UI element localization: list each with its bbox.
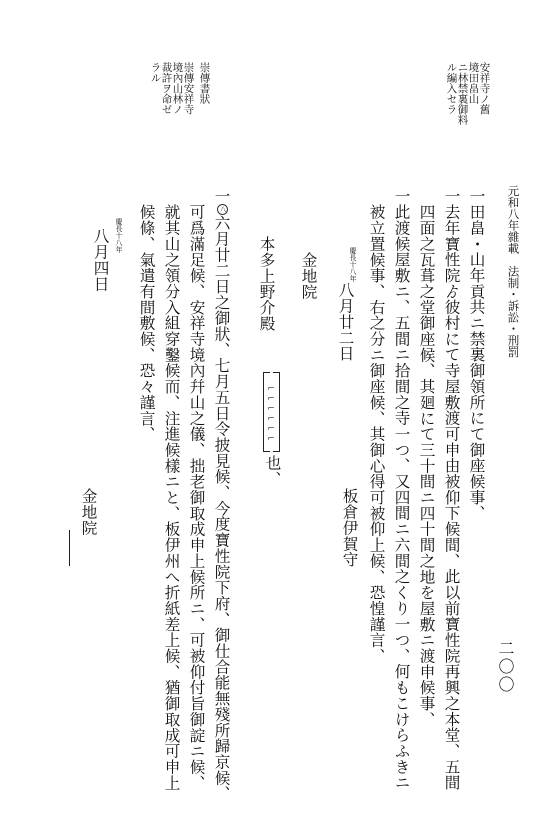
doc1-recipient1: 金地院 (299, 252, 318, 300)
doc2-number-circle: 八 (217, 204, 228, 215)
doc1-date: 八月廿二日 (336, 282, 355, 362)
marginal-note-line: ラル (149, 62, 162, 83)
marginal-note-line: 崇傳安祥寺 (182, 62, 195, 115)
doc2-line4: 候條、氣遣有間敷候、恐々謹言、 (137, 204, 156, 442)
marginal-note-2: 崇傳書狀 (198, 62, 211, 104)
doc2-line3: 就其山之領分入組穿鑿候而、注進候樣ニと、板伊州へ折紙差上候、猶御取成可申上 (162, 204, 181, 791)
page-number: 二〇〇 (496, 640, 515, 694)
marginal-note-line: ル編入セラ (445, 62, 458, 115)
doc1-date-note: 慶長十八年 (349, 247, 357, 282)
running-title: 元和八年雜載 法制・訴訟・刑罰 (506, 185, 521, 358)
doc1-item3-line1: 一此渡候屋敷ニ、五間ニ拾間之寺一つ、又四間ニ六間之くり一つ、何もこけらふきニ (392, 188, 411, 791)
marginal-note-line: 安祥寺ノ舊 (478, 62, 491, 115)
marginal-note-line: 境內山林ノ (171, 62, 184, 115)
doc1-item3-line2: 被立置候事、右之分ニ御座候、其御心得可被仰上候、恐惶謹言、 (367, 204, 386, 664)
lacuna-dots: ⌐⌐⌐⌐⌐⌐ (266, 384, 276, 444)
doc1-item2-line2: 四面之瓦葺之堂御座候、其廻にて三十間ニ四十間之地を屋敷ニ渡申候事、 (417, 204, 436, 728)
marginal-note-line: 裁許ヲ命ゼ (160, 62, 173, 115)
doc2-date: 八月四日 (91, 228, 110, 292)
doc2-sender: 金地院 (79, 488, 98, 536)
doc1-lacuna-suffix: 也、 (263, 455, 282, 487)
doc1-sender: 板倉伊賀守 (340, 488, 359, 568)
doc1-item2-line1: 一去年寶性院ゟ彼村にて寺屋敷渡可申由被仰下候間、此以前寶性院再興之本堂、五間 (442, 188, 461, 791)
marginal-note-line: ニ林禁裏御料 (456, 62, 469, 125)
doc2-line1: 一八六月廿二日之御狀、七月五日令披見候、今度寶性院下府、御仕合能無殘所歸京候、 (212, 188, 231, 802)
doc1-item1: 一田畠・山年貢共ニ禁裏御領所にて御座候事、 (467, 188, 486, 521)
doc2-line2: 可爲滿足候、安祥寺境內幷山之儀、拙老御取成申上候所ニ、可被仰付旨御諚ニ候、 (187, 204, 206, 791)
doc1-recipient2: 本多上野介殿 (257, 236, 276, 332)
doc2-date-note: 慶長十八年 (115, 218, 123, 253)
marginal-note-line: 境田畠山 (467, 62, 480, 104)
signature-rule (69, 530, 70, 566)
